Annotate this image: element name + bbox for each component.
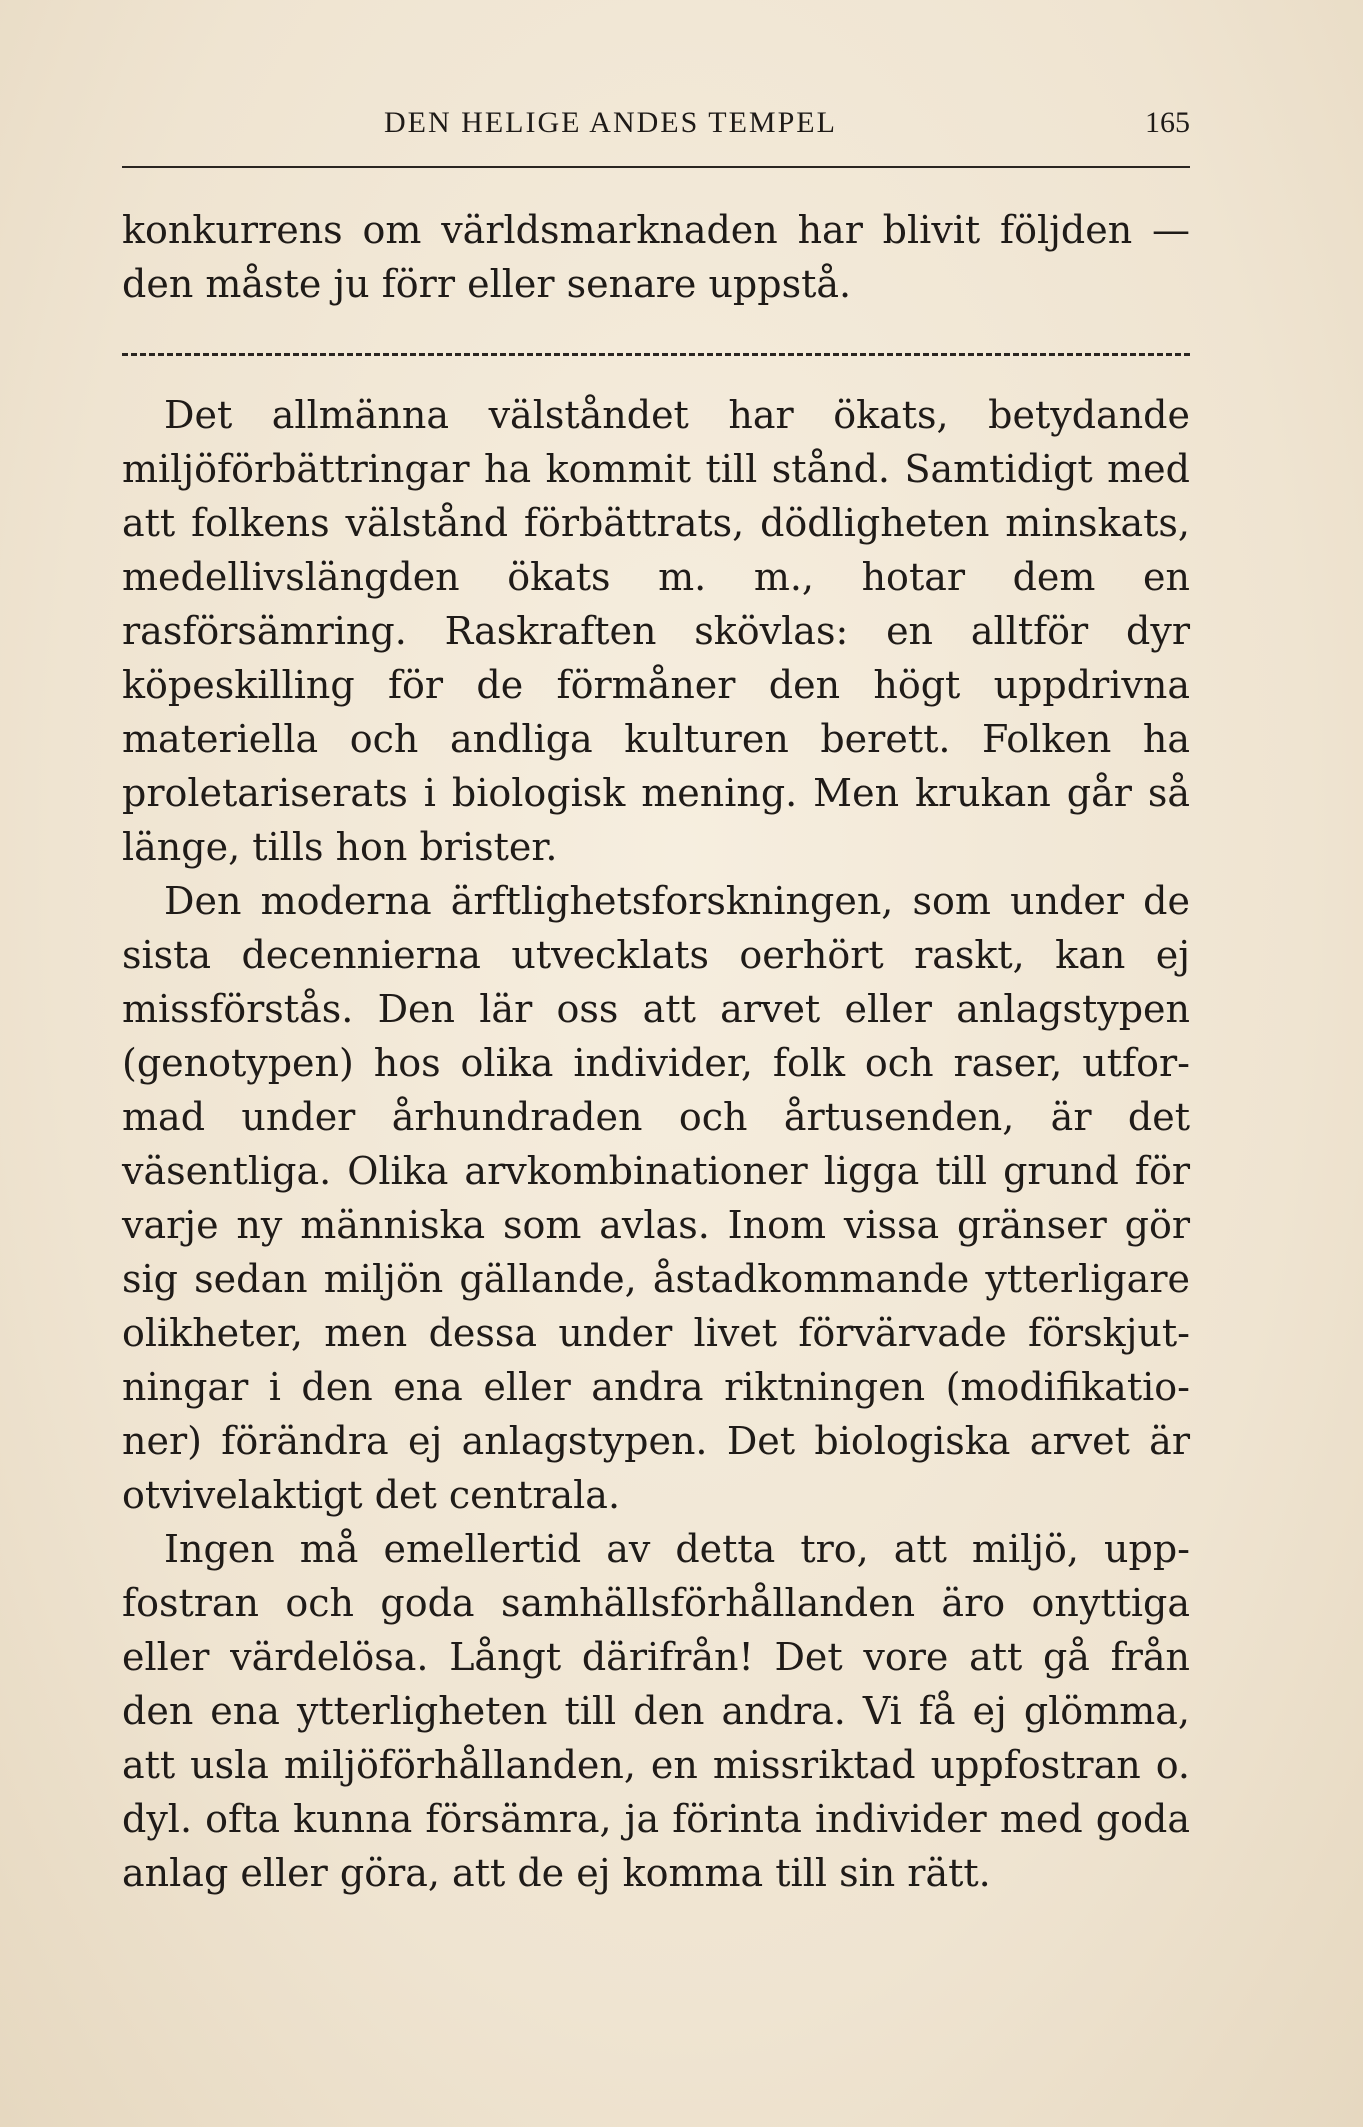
paragraph-continuation: konkurrens om världsmarknaden har blivit följden — den måste ju förr eller senare uppstå. [122,208,1190,306]
body-text [122,203,1190,1900]
paragraph-environment: Ingen må emellertid av detta tro, att miljö, uppfostran och goda samhällsförhållanden äro onyttiga eller värdelösa. Långt därifrån! Det vore att gå från den ena ytterligheten till den andra. Vi få ej glömma, att usla miljöförhållanden, en missriktad uppfostran o. dyl. ofta kunna försämra, ja förinta individer med goda anlag eller göra, att de ej komma till sin rätt. [122,1527,1190,1895]
header-rule [122,166,1190,168]
section-break-dashed-rule [122,353,1190,356]
page-number: 165 [1145,106,1190,139]
paragraph-welfare: Det allmänna välståndet har ökats, betydande miljöförbättringar ha kommit till stånd. Samtidigt med att folkens välstånd förbättrats, dödligheten minskats, medellivslängden ökats m. m., hotar dem en rasförsämring. Raskraften skövlas: en alltför dyr köpeskilling för de förmåner den högt uppdrivna materiella och andliga kulturen berett. Folken ha proletariserats i biologisk mening. Men krukan går så länge, tills hon brister. [122,393,1190,869]
running-title: DEN HELIGE ANDES TEMPEL [384,106,837,139]
page-header [122,106,1190,150]
paragraph-heredity-research: Den moderna ärftlighetsforskningen, som under de sista decennierna utvecklats oerhört raskt, kan ej missförstås. Den lär oss att arvet eller anlagstypen (genotypen) hos olika individer, folk och raser, utformad under århundraden och årtusenden, är det väsentliga. Olika arvkombinationer ligga till grund för varje ny människa som avlas. Inom vissa gränser gör sig sedan miljön gällande, åstadkommande ytterligare olikheter, men dessa under livet förvärvade förskjutningar i den ena eller andra riktningen (modifikationer) förändra ej anlagstypen. Det biologiska arvet är otvivelaktigt det centrala. [122,879,1190,1517]
